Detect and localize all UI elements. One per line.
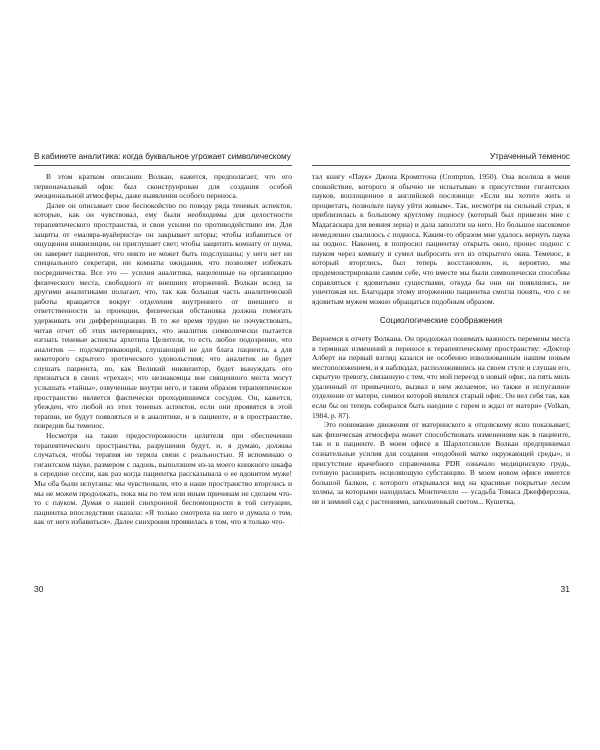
left-paragraph-1: В этом кратком описании Волкан, кажется, предполагает, что его первоначальный офис был сконструирован для создания особой эмоциональной атмосферы, даже выявления особого переноса. <box>34 172 292 201</box>
right-paragraph-2: Вернемся к отчету Волкана. Он продолжал понимать важность перемены места в терминах изменений в переносе к терапевтическому пространству: «Доктор Алберт на первый взгляд казался не особенно изволнованным нашим новым местоположением, и я наблюдал, расположившись на своем стуле и слушая его, скрытую тревогу, связанную с тем, что мой переезд в новый офис, на пять миль удаленный от привычного, вызвал в нем желаемое, но также и испуганное отделение от матери, символ которой являлся старый офис. Он вел себя так, как если бы он теперь собирался быть наедине с горем и ждал от матери» (Volkan, 1984, p. 87). <box>312 333 570 420</box>
right-body-text <box>312 172 570 507</box>
left-paragraph-3: Несмотря на такие предосторожности целителя при обеспечении терапевтического пространства, разрушения будут, и, я думаю, должны случаться, чтобы терапия не теряла связи с реальностью. Я вспоминаю о гигантском пауке, размером с ладонь, выползшем из-за моего книжного шкафа в середине сессии, как раз когда пациентка рассказывала о ее ядовитом муже! Мы оба были испуганы: мы чувствовали, что в наше пространство вторглись и мы не можем продолжать, пока мы по тем или иным причинам не сделаем что-то с пауком. Думая о нашей синхронной беспомощности в той ситуации, пациентка впоследствии сказала: «Я только смотрела на него и думала о том, как от него избавиться». Далее синхрония проявилась в том, что я только что- <box>34 431 292 527</box>
right-paragraph-3: Это понимание движения от материнского к отцовскому ясно показывает, как физическая атмосфера может способствовать изменениям как в пациенте, так и в пациенте. В моем офисе в Шарлотсвилле Волкан предпринимал сознательные усилия для создания «подобной матке окружающей среды», и присутствие врачебного справочника PDR означало медицинскую грудь, готовую расширить исцеляющую субстанцию. В моем новом офисе имеется большой балкон, с которого открывался вид на красивые покрытые лесом холмы, за которыми находилась Монтичелло — усадьба Томаса Джефферсона, не и зимний сад с растениями, заполненный светом... Кушетка, <box>312 420 570 506</box>
page-top-margin <box>0 0 600 152</box>
left-page-number: 30 <box>34 584 44 594</box>
right-page-number: 31 <box>560 584 570 594</box>
left-page <box>34 152 292 594</box>
left-running-header: В кабинете аналитика: когда буквальное угрожает символическому <box>34 152 292 166</box>
left-body-text <box>34 172 292 527</box>
right-running-header: Утраченный теменос <box>312 152 570 166</box>
right-page <box>312 152 570 594</box>
section-heading: Социологические соображения <box>379 315 503 326</box>
left-paragraph-2: Далее он описывает свое беспокойство по поводу ряда теневых аспектов, которые, как он чувствовал, ему были необходимы для целостности терапевтического пространства, и свои усилия по противодействию им. Для защиты от «маляра-вуайериста» он закрывает шторы; чтобы избавиться от ощущения инквизиции, он приглушает свет; чтобы защитить комнату от шума, он заверяет пациентов, что никто не может быть подслушаны; у него нет ни специального секретаря, ни комнаты ожидания, что позволяет избежать посредничества. Все это — усилия аналитика, нацеленные на организацию физического места, свободного от внешних вторжений. Волкан вслед за другими аналитиками полагает, что, так как большая часть аналитической работы вращается вокруг отделения внутреннего от внешнего и ответственности за проекции, физическая обстановка должна помогать удерживать эти дифференциации. В то же время трудно не почувствовать, читая отчет об этих интервенциях, что аналитик символически пытается изгнать теневые аспекты архетипа Целителя, то есть любое подозрение, что аналитик — подсматривающий, слушающий не для блага пациента, а для некоторого скрытого эротического удовольствия; что аналитик не будет слушать пациента, но, как Великий инквизитор, будет вынуждать его признаться в своих «грехах»; что незнакомцы вне священного места могут услышать «тайны», озвученные внутри него, и таким образом терапевтическое пространство является фактически проходившимся сосудом. Он, кажется, убежден, что любой из этих теневых аспектов, если они проявятся в этой терапии, не будут появляться и в аналитике, и в пациенте, и в пространстве, повредив бы теменос. <box>34 200 292 431</box>
book-spine <box>300 150 301 590</box>
right-paragraph-1: тал книгу «Паук» Джона Кромптона (Crompton, 1950). Она вселила в меня спокойствие, которого я обычно не испытываю в присутствии гигантских пауков, воплощенное в английской пословице: «Если вы хотите жить и процветать, позвольте пауку уйти живым». Так, несмотря на сильный страх, я приблизилась к большому круглому подносу (который был привезен мне с Мадагаскара для веяния зерна) и дала заползти на него. Но большое насекомое немедленно свалилось с подноса. Каким-то образом мне удалось вернуть паука на поднос. Наконец, я попросил пациентку открыть окно, пронес поднос с пауком через комнату и сумел выбросить его из открытого окна. Теменос, в который вторглись, был теперь восстановлен, и, вероятно, мы продемонстрировали самим себе, что вместе мы были символически способны справляться с ядовитыми существами, откуда бы они ни появлялись, не уничтожая их. Благодаря этому вторжению пациентка смогла понять, что с ее ядовитым мужем можно обращаться подобным образом. <box>312 172 570 306</box>
